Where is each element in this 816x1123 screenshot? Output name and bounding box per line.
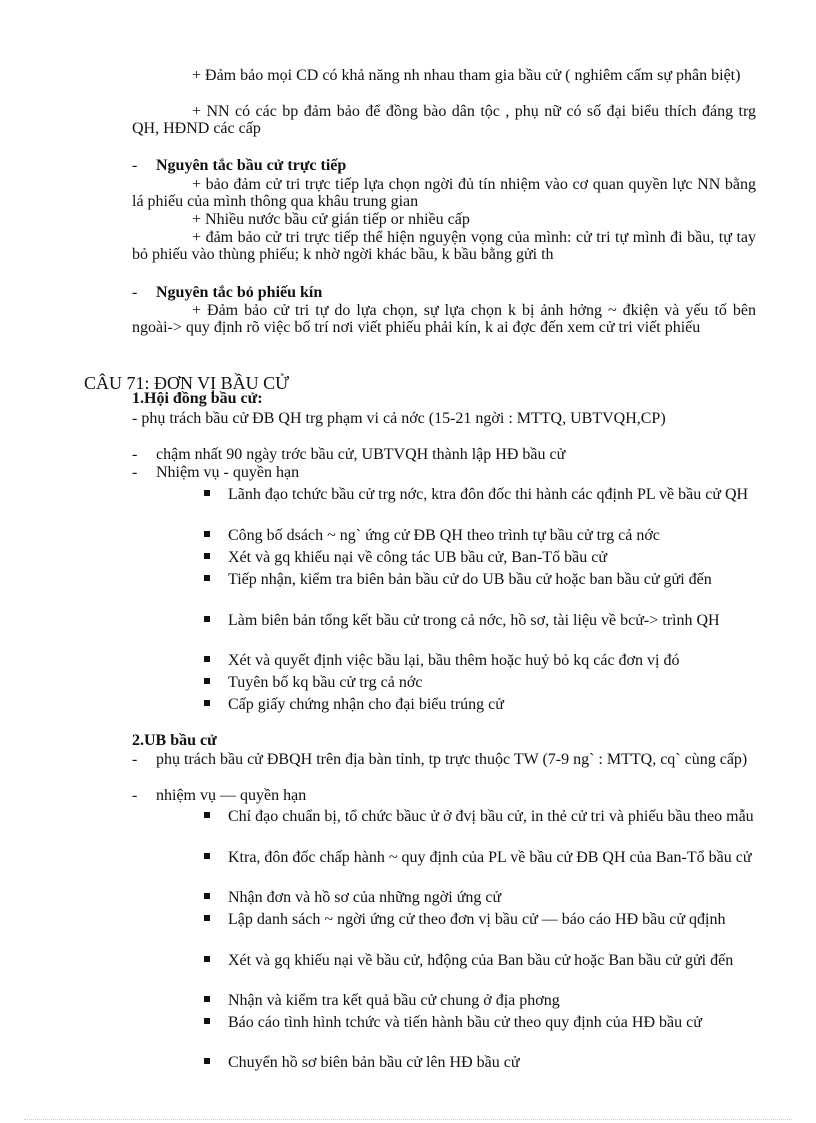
ub-line-2	[132, 787, 756, 804]
list-item	[204, 952, 756, 969]
square-bullet-icon	[204, 490, 210, 496]
ub-line-2-text: nhiệm vụ — quyền hạn	[156, 787, 307, 804]
list-item	[204, 652, 756, 669]
list-item-text: Cấp giấy chứng nhận cho đại biểu trúng cử	[228, 696, 504, 713]
dash-marker: -	[132, 157, 138, 174]
square-bullet-icon	[204, 1058, 210, 1064]
list-item	[204, 889, 756, 906]
square-bullet-icon	[204, 996, 210, 1002]
direct-paragraph-2: + Nhiều nước bầu cử gián tiếp or nhiều cấp	[192, 211, 470, 228]
list-item-text: Báo cáo tình hình tchức và tiến hành bầu cử theo quy định của HĐ bầu cử	[228, 1014, 702, 1031]
square-bullet-icon	[204, 1018, 210, 1024]
dash-marker: -	[132, 284, 138, 301]
list-item	[204, 1014, 756, 1031]
direct-paragraph-3: + đảm bảo cử tri trực tiếp thể hiện nguyện vọng của mình: cử tri tự mình đi bầu, tự tay bỏ phiếu vào thùng phiếu; k nhờ ngời khác bầu, k bầu bằng gửi th	[132, 229, 756, 263]
square-bullet-icon	[204, 812, 210, 818]
list-item-text: Nhận và kiểm tra kết quả bầu cử chung ở địa phơng	[228, 992, 560, 1009]
section-direct-heading	[132, 157, 756, 174]
square-bullet-icon	[204, 956, 210, 962]
square-bullet-icon	[204, 531, 210, 537]
square-bullet-icon	[204, 553, 210, 559]
chapter-heading: CÂU 71: ĐƠN VỊ BẦU CỬ	[84, 373, 290, 393]
ub-line-1-text: phụ trách bầu cử ĐBQH trên địa bàn tỉnh, tp trực thuộc TW (7-9 ng` : MTTQ, cq` cùng cấp)	[156, 751, 748, 768]
dash-marker: -	[132, 464, 138, 481]
secret-paragraph-1: + Đảm bảo cử tri tự do lựa chọn, sự lựa chọn k bị ảnh hởng ~ đkiện và yếu tố bên ngoài-> quy định rõ việc bố trí nơi viết phiếu phải kín, k ai đợc đến xem cử tri viết phiếu	[132, 302, 756, 336]
list-item	[204, 808, 756, 825]
hd-title: 1.Hội đồng bầu cử:	[132, 390, 263, 407]
list-item-text: Xét và gq khiếu nại về bầu cử, hđộng của Ban bầu cử hoặc Ban bầu cử gửi đến	[228, 952, 734, 969]
list-item-text: Chỉ đạo chuẩn bị, tổ chức bầuc ử ở đvị bầu cử, in thẻ cử tri và phiếu bầu theo mẫu	[228, 808, 754, 825]
hd-line-1: - phụ trách bầu cử ĐB QH trg phạm vi cả nớc (15-21 ngời : MTTQ, UBTVQH,CP)	[132, 410, 666, 427]
list-item-text: Xét và quyết định việc bầu lại, bầu thêm hoặc huỷ bỏ kq các đơn vị đó	[228, 652, 680, 669]
square-bullet-icon	[204, 893, 210, 899]
list-item	[204, 486, 756, 503]
hd-line-3-text: Nhiệm vụ - quyền hạn	[156, 464, 300, 481]
list-item-text: Nhận đơn và hồ sơ của những ngời ứng cử	[228, 889, 502, 906]
list-item-text: Công bố dsách ~ ng` ứng cử ĐB QH theo trình tự bầu cử trg cả nớc	[228, 527, 660, 544]
list-item-text: Chuyển hồ sơ biên bản bầu cử lên HĐ bầu cử	[228, 1054, 520, 1071]
square-bullet-icon	[204, 700, 210, 706]
intro-paragraph-1: + Đảm bảo mọi CD có khả năng nh nhau tham gia bầu cử ( nghiêm cấm sự phân biệt)	[192, 67, 741, 84]
dash-marker: -	[132, 787, 138, 804]
list-item-text: Lập danh sách ~ ngời ứng cử theo đơn vị bầu cử — báo cáo HĐ bầu cử qđịnh	[228, 911, 726, 928]
list-item	[204, 612, 756, 629]
list-item	[204, 696, 756, 713]
list-item	[204, 911, 756, 928]
dash-marker: -	[132, 751, 138, 768]
square-bullet-icon	[204, 656, 210, 662]
hd-line-2-text: chậm nhất 90 ngày trớc bầu cử, UBTVQH thành lập HĐ bầu cử	[156, 446, 566, 463]
section-direct-title: Nguyên tắc bầu cử trực tiếp	[156, 157, 347, 174]
list-item	[204, 527, 756, 544]
list-item-text: Tiếp nhận, kiểm tra biên bản bầu cử do UB bầu cử hoặc ban bầu cử gửi đến	[228, 571, 712, 588]
list-item	[204, 674, 756, 691]
dash-marker: -	[132, 446, 138, 463]
list-item	[204, 571, 756, 588]
square-bullet-icon	[204, 853, 210, 859]
list-item-text: Xét và gq khiếu nại về công tác UB bầu cử, Ban-Tổ bầu cử	[228, 549, 607, 566]
square-bullet-icon	[204, 575, 210, 581]
list-item	[204, 849, 756, 866]
square-bullet-icon	[204, 616, 210, 622]
list-item-text: Lãnh đạo tchức bầu cử trg nớc, ktra đôn đốc thi hành các qđịnh PL về bầu cử QH	[228, 486, 749, 503]
square-bullet-icon	[204, 915, 210, 921]
intro-paragraph-2: + NN có các bp đảm bảo để đồng bào dân tộc , phụ nữ có số đại biểu thích đáng trg QH, HĐND các cấp	[132, 103, 756, 137]
list-item-text: Tuyên bố kq bầu cử trg cả nớc	[228, 674, 423, 691]
ub-title: 2.UB bầu cử	[132, 732, 217, 749]
hd-line-3	[132, 464, 756, 481]
section-secret-heading	[132, 284, 756, 301]
square-bullet-icon	[204, 678, 210, 684]
list-item-text: Ktra, đôn đốc chấp hành ~ quy định của PL về bầu cử ĐB QH của Ban-Tổ bầu cử	[228, 849, 752, 866]
list-item-text: Làm biên bản tổng kết bầu cử trong cả nớc, hồ sơ, tài liệu về bcử-> trình QH	[228, 612, 720, 629]
hd-line-2	[132, 446, 756, 463]
direct-paragraph-1: + bảo đảm cử tri trực tiếp lựa chọn ngời đủ tín nhiệm vào cơ quan quyền lực NN bằng lá phiếu của mình thông qua khâu trung gian	[132, 176, 756, 210]
ub-line-1	[132, 751, 756, 768]
section-secret-title: Nguyên tắc bỏ phiếu kín	[156, 284, 323, 301]
list-item	[204, 549, 756, 566]
list-item	[204, 1054, 756, 1071]
list-item	[204, 992, 756, 1009]
page-bottom-divider	[24, 1119, 792, 1120]
